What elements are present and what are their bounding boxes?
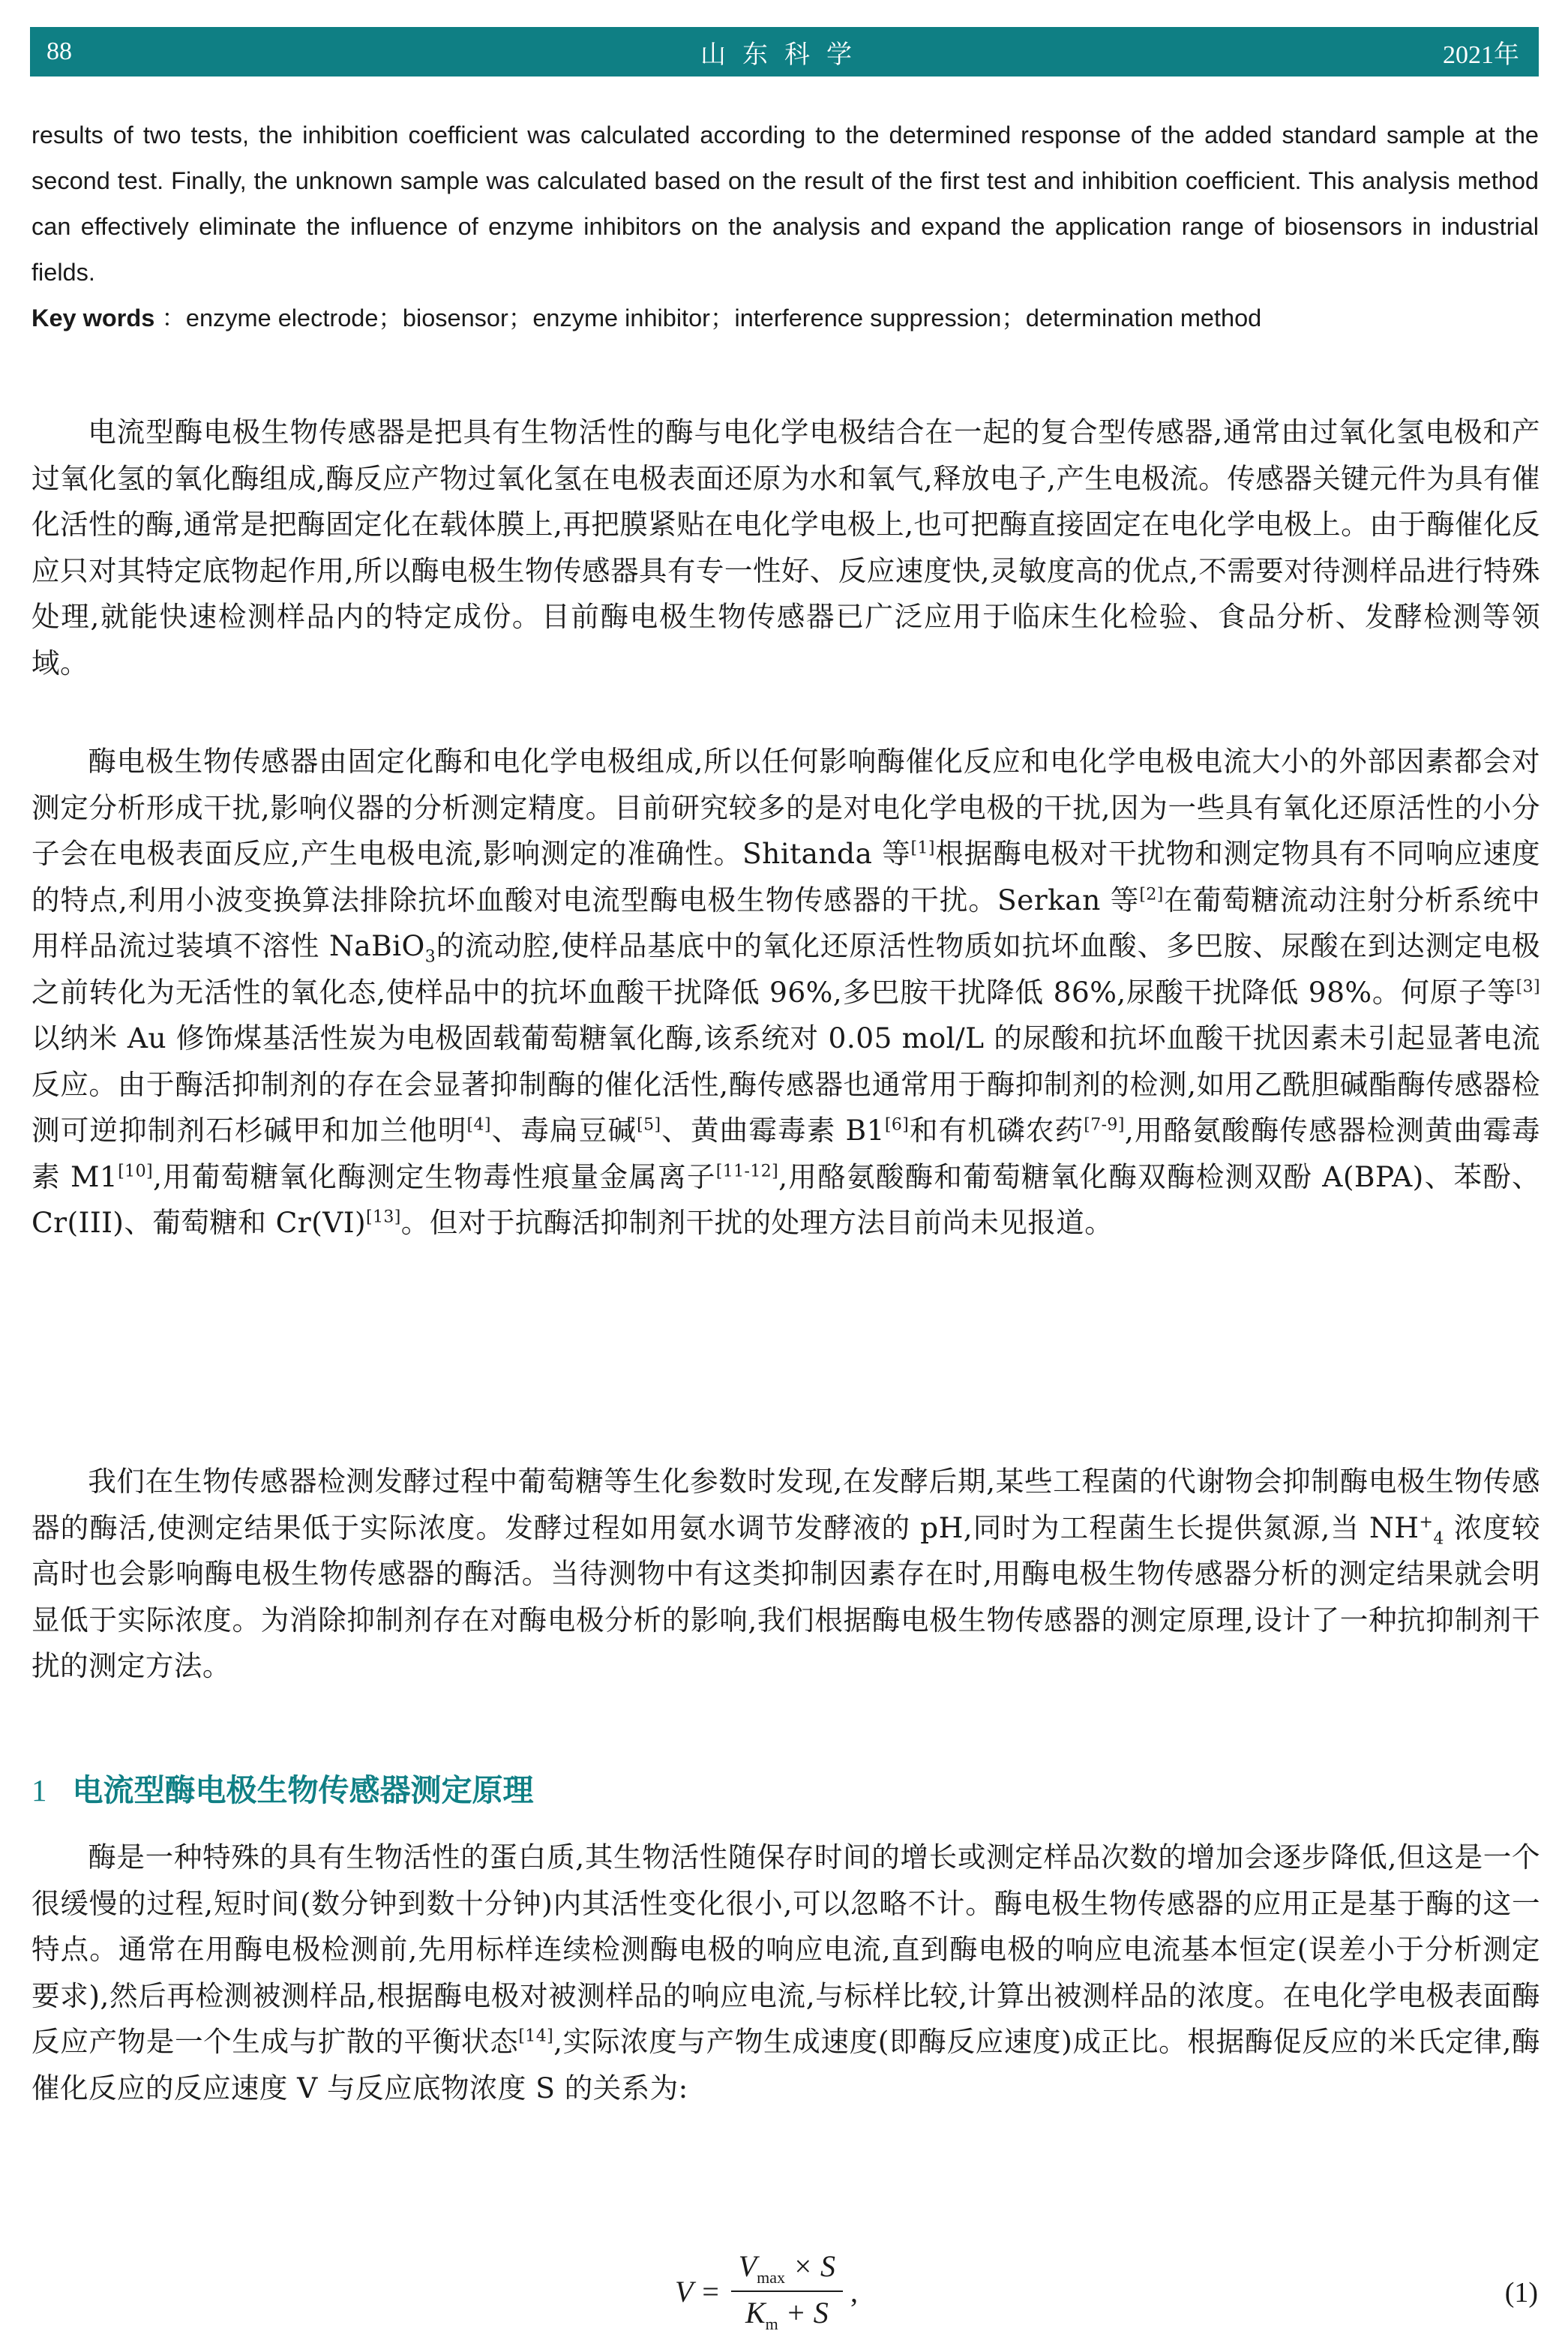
paragraph-4 — [31, 1834, 1540, 2111]
paragraph-text: 根据酶电极对干扰物和测定物具有不同响应速度的特点,利用小波变换算法排除抗坏血酸对电流型酶电极生物传感器的干扰。Serkan 等 — [31, 837, 1540, 916]
paragraph-text: 酶是一种特殊的具有生物活性的蛋白质,其生物活性随保存时间的增长或测定样品次数的增加会逐步降低,但这是一个很缓慢的过程,短时间(数分钟到数十分钟)内其活性变化很小,可以忽略不计。酶电极生物传感器的应用正是基于酶的这一特点。通常在用酶电极检测前,先用标样连续检测酶电极的响应电流,直到酶电极的响应电流基本恒定(误差小于分析测定要求),然后再检测被测样品,根据酶电极对被测样品的响应电流,与标样比较,计算出被测样品的浓度。在电化学电极表面酶反应产物是一个生成与扩散的平衡状态 — [31, 1840, 1540, 2058]
subscript: 3 — [424, 947, 436, 967]
paragraph-text: ,用酪氨酸酶传感器检测黄曲霉毒素 M1 — [31, 1114, 1541, 1193]
citation-ref: [3] — [1516, 976, 1540, 996]
section-heading — [31, 1766, 534, 1810]
keywords-line — [31, 296, 1539, 341]
subscript: 4 — [1433, 1529, 1444, 1549]
paragraph-3 — [31, 1459, 1540, 1690]
paragraph-text: 、毒扁豆碱 — [490, 1114, 637, 1147]
numerator-var: V — [738, 2249, 757, 2283]
numerator-sub: max — [757, 2268, 786, 2287]
paragraph-text: 电流型酶电极生物传感器是把具有生物活性的酶与电化学电极结合在一起的复合型传感器,通常由过氧化氢电极和产过氧化氢的氧化酶组成,酶反应产物过氧化氢在电极表面还原为水和氧气,释放电子,产生电极流。传感器关键元件为具有催化活性的酶,通常是把酶固定化在载体膜上,再把膜紧贴在电化学电极上,也可把酶直接固定在电化学电极上。由于酶催化反应只对其特定底物起作用,所以酶电极生物传感器具有专一性好、反应速度快,灵敏度高的优点,不需要对待测样品进行特殊处理,就能快速检测样品内的特定成份。目前酶电极生物传感器已广泛应用于临床生化检验、食品分析、发酵检测等领域。 — [31, 416, 1540, 680]
paragraph-text: 酶电极生物传感器由固定化酶和电化学电极组成,所以任何影响酶催化反应和电化学电极电流大小的外部因素都会对测定分析形成干扰,影响仪器的分析测定精度。目前研究较多的是对电化学电极的干扰,因为一些具有氧化还原活性的小分子会在电极表面反应,产生电极电流,影响测定的准确性。Shitanda 等 — [31, 745, 1540, 870]
keywords-list: ：enzyme electrode；biosensor；enzyme inhibitor；interference suppression；determination method — [161, 304, 1262, 332]
equation-trail: , — [850, 2274, 859, 2308]
paragraph-text: 浓度较高时也会影响酶电极生物传感器的酶活。当待测物中有这类抑制因素存在时,用酶电极生物传感器分析的测定结果就会明显低于实际浓度。为消除抑制剂存在对酶电极分析的影响,我们根据酶电极生物传感器的测定原理,设计了一种抗抑制剂干扰的测定方法。 — [31, 1510, 1540, 1682]
paragraph-text: ,用葡萄糖氧化酶测定生物毒性痕量金属离子 — [152, 1160, 716, 1193]
equation-number: (1) — [1504, 2277, 1538, 2308]
denominator-rest: + S — [778, 2296, 829, 2330]
citation-ref: [13] — [366, 1208, 401, 1227]
paragraph-text: 和有机磷农药 — [909, 1114, 1084, 1147]
equation-1 — [675, 2250, 858, 2332]
fraction-numerator — [731, 2248, 843, 2288]
fraction-bar — [731, 2290, 843, 2292]
citation-ref: [14] — [518, 2026, 554, 2046]
citation-ref: [6] — [884, 1115, 910, 1135]
fraction-denominator — [738, 2295, 836, 2334]
journal-title: 山东科学 — [700, 40, 868, 69]
section-number: 1 — [31, 1773, 47, 1808]
numerator-rest: × S — [785, 2249, 836, 2283]
equation-fraction — [731, 2248, 843, 2334]
paragraph-text: ,用酪氨酸酶和葡萄糖氧化酶双酶检测双酚 A(BPA)、苯酚、Cr(III)、葡萄糖和 Cr(VI) — [31, 1160, 1541, 1239]
paragraph-text: ,实际浓度与产物生成速度(即酶反应速度)成正比。根据酶促反应的米氏定律,酶催化反应的反应速度 V 与反应底物浓度 S 的关系为: — [31, 2025, 1540, 2104]
citation-ref: [11-12] — [715, 1161, 779, 1180]
paragraph-text: 我们在生物传感器检测发酵过程中葡萄糖等生化参数时发现,在发酵后期,某些工程菌的代谢物会抑制酶电极生物传感器的酶活,使测定结果低于实际浓度。发酵过程如用氨水调节发酵液的 pH,同时为工程菌生长提供氮源,当 NH — [31, 1465, 1540, 1544]
keywords-label: Key words — [31, 304, 155, 332]
denominator-sub: m — [765, 2314, 778, 2333]
paragraph-text: 、黄曲霉毒素 B1 — [661, 1114, 885, 1147]
paragraph-1 — [31, 410, 1540, 686]
citation-ref: [1] — [910, 838, 935, 858]
paragraph-2 — [31, 739, 1540, 1246]
citation-ref: [4] — [466, 1115, 491, 1135]
citation-ref: [2] — [1139, 884, 1164, 904]
page-header — [30, 27, 1539, 76]
publication-year: 2021年 — [1443, 40, 1519, 69]
paragraph-text: 在葡萄糖流动注射分析系统中用样品流过装填不溶性 NaBiO — [31, 883, 1541, 962]
paragraph-text: 。但对于抗酶活抑制剂干扰的处理方法目前尚未见报道。 — [400, 1206, 1114, 1239]
paragraph-text: 的流动腔,使样品基底中的氧化还原活性物质如抗坏血酸、多巴胺、尿酸在到达测定电极之前转化为无活性的氧化态,使样品中的抗坏血酸干扰降低 96%,多巴胺干扰降低 86%,尿酸干扰降低 98%。何原子等 — [31, 929, 1540, 1009]
abstract-text: results of two tests, the inhibition coefficient was calculated according to the determined response of the added standard sample at the second test. Finally, the unknown sample was calculated based on the result of the first test and inhibition coefficient. This analysis method can effectively eliminate the influence of enzyme inhibitors on the analysis and expand the application range of biosensors in industrial fields. — [31, 122, 1539, 286]
citation-ref: [10] — [118, 1161, 153, 1180]
page-number: 88 — [46, 38, 72, 65]
paragraph-text: 以纳米 Au 修饰煤基活性炭为电极固载葡萄糖氧化酶,该系统对 0.05 mol/L 的尿酸和抗坏血酸干扰因素未引起显著电流反应。由于酶活抑制剂的存在会显著抑制酶的催化活性,酶传感器也通常用于酶抑制剂的检测,如用乙酰胆碱酯酶传感器检测可逆抑制剂石杉碱甲和加兰他明 — [31, 1022, 1540, 1147]
superscript: + — [1419, 1512, 1434, 1532]
section-title: 电流型酶电极生物传感器测定原理 — [72, 1772, 534, 1808]
citation-ref: [5] — [637, 1115, 661, 1135]
citation-ref: [7-9] — [1084, 1115, 1125, 1135]
abstract-tail — [31, 112, 1539, 296]
equation-lhs: V = — [675, 2274, 721, 2308]
denominator-var: K — [745, 2296, 766, 2330]
